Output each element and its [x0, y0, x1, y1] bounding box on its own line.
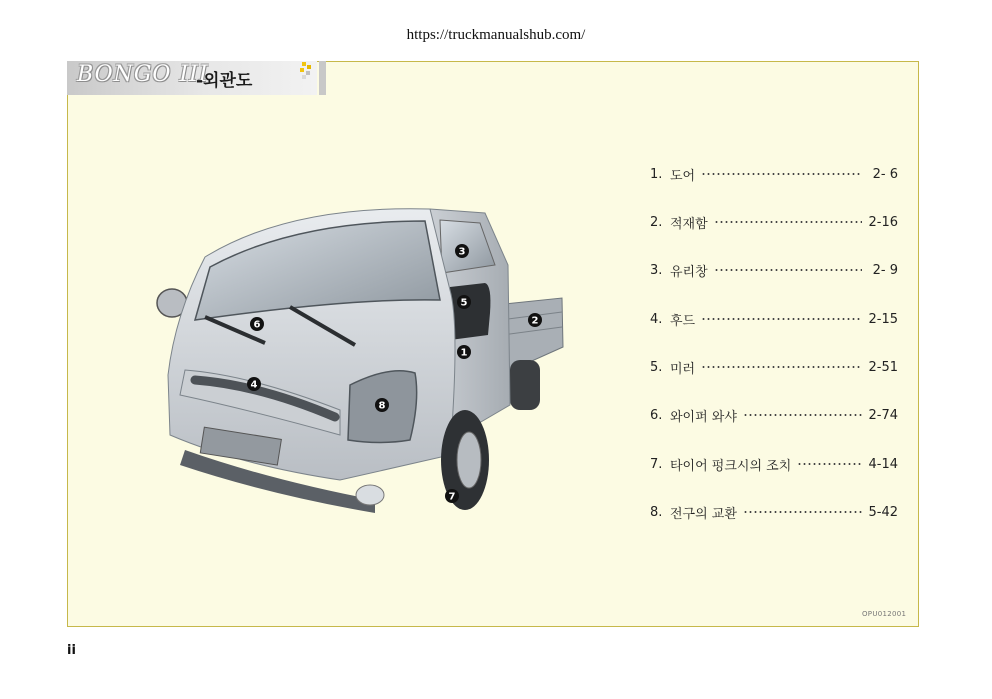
- svg-text:3: 3: [458, 246, 466, 258]
- cab-front: [168, 209, 455, 513]
- dot-leader: [701, 366, 862, 368]
- callout-window: [455, 244, 469, 258]
- callout-wiper: [250, 317, 264, 331]
- toc-number: 6.: [650, 407, 663, 423]
- toc-page: 2-16: [868, 214, 898, 230]
- toc-title: 도어: [670, 168, 696, 184]
- toc-entry[interactable]: [650, 260, 898, 280]
- brand-logo: BONGO III: [77, 62, 209, 87]
- toc-title: 유리창: [670, 264, 708, 280]
- toc-page: 2- 9: [872, 262, 898, 278]
- svg-text:8: 8: [378, 400, 386, 412]
- dot-leader: [743, 414, 862, 416]
- dot-leader: [701, 173, 862, 175]
- svg-text:2: 2: [531, 315, 539, 327]
- callout-cargo-box: [528, 313, 542, 327]
- dot-leader: [714, 269, 862, 271]
- svg-text:5: 5: [460, 297, 468, 309]
- toc-number: 5.: [650, 359, 663, 375]
- toc-entry[interactable]: [650, 164, 898, 184]
- toc-entry[interactable]: [650, 502, 898, 522]
- toc-page: 2- 6: [872, 166, 898, 182]
- toc-number: 4.: [650, 311, 663, 327]
- toc-page: 2-74: [868, 407, 898, 423]
- header-separator: [319, 61, 326, 95]
- svg-text:7: 7: [448, 491, 456, 503]
- toc-title: 전구의 교환: [670, 506, 737, 522]
- toc-page: 2-15: [868, 311, 898, 327]
- toc-entry[interactable]: [650, 212, 898, 232]
- toc-number: 2.: [650, 214, 663, 230]
- toc-entry[interactable]: [650, 357, 898, 377]
- page-title: -외관도: [196, 71, 253, 91]
- toc-page: 5-42: [868, 504, 898, 520]
- callout-hood: [247, 377, 261, 391]
- callout-headlamp: [375, 398, 389, 412]
- toc-title: 후드: [670, 313, 696, 329]
- toc-page: 2-51: [868, 359, 898, 375]
- accent-squares-icon: [298, 62, 312, 80]
- toc-page: 4-14: [868, 456, 898, 472]
- toc-entry[interactable]: [650, 405, 898, 425]
- toc-entry[interactable]: [650, 454, 898, 474]
- callout-mirror: [457, 295, 471, 309]
- callout-door: [457, 345, 471, 359]
- toc-title: 타이어 펑크시의 조치: [670, 458, 792, 474]
- callout-tire: [445, 489, 459, 503]
- toc-number: 7.: [650, 456, 663, 472]
- dot-leader: [714, 221, 862, 223]
- svg-text:4: 4: [250, 379, 258, 391]
- source-url[interactable]: https://truckmanualshub.com/: [406, 27, 586, 43]
- svg-text:6: 6: [253, 319, 261, 331]
- dot-leader: [797, 463, 862, 465]
- page-number: ii: [67, 643, 76, 658]
- toc-title: 와이퍼 와샤: [670, 409, 737, 425]
- truck-illustration: [150, 195, 570, 520]
- toc-number: 8.: [650, 504, 663, 520]
- toc-title: 미러: [670, 361, 696, 377]
- dot-leader: [701, 318, 862, 320]
- toc-number: 3.: [650, 262, 663, 278]
- toc-title: 적재함: [670, 216, 708, 232]
- dot-leader: [743, 511, 862, 513]
- svg-text:1: 1: [460, 347, 468, 359]
- toc-number: 1.: [650, 166, 663, 182]
- figure-code: OPU012001: [862, 610, 907, 618]
- toc-entry[interactable]: [650, 309, 898, 329]
